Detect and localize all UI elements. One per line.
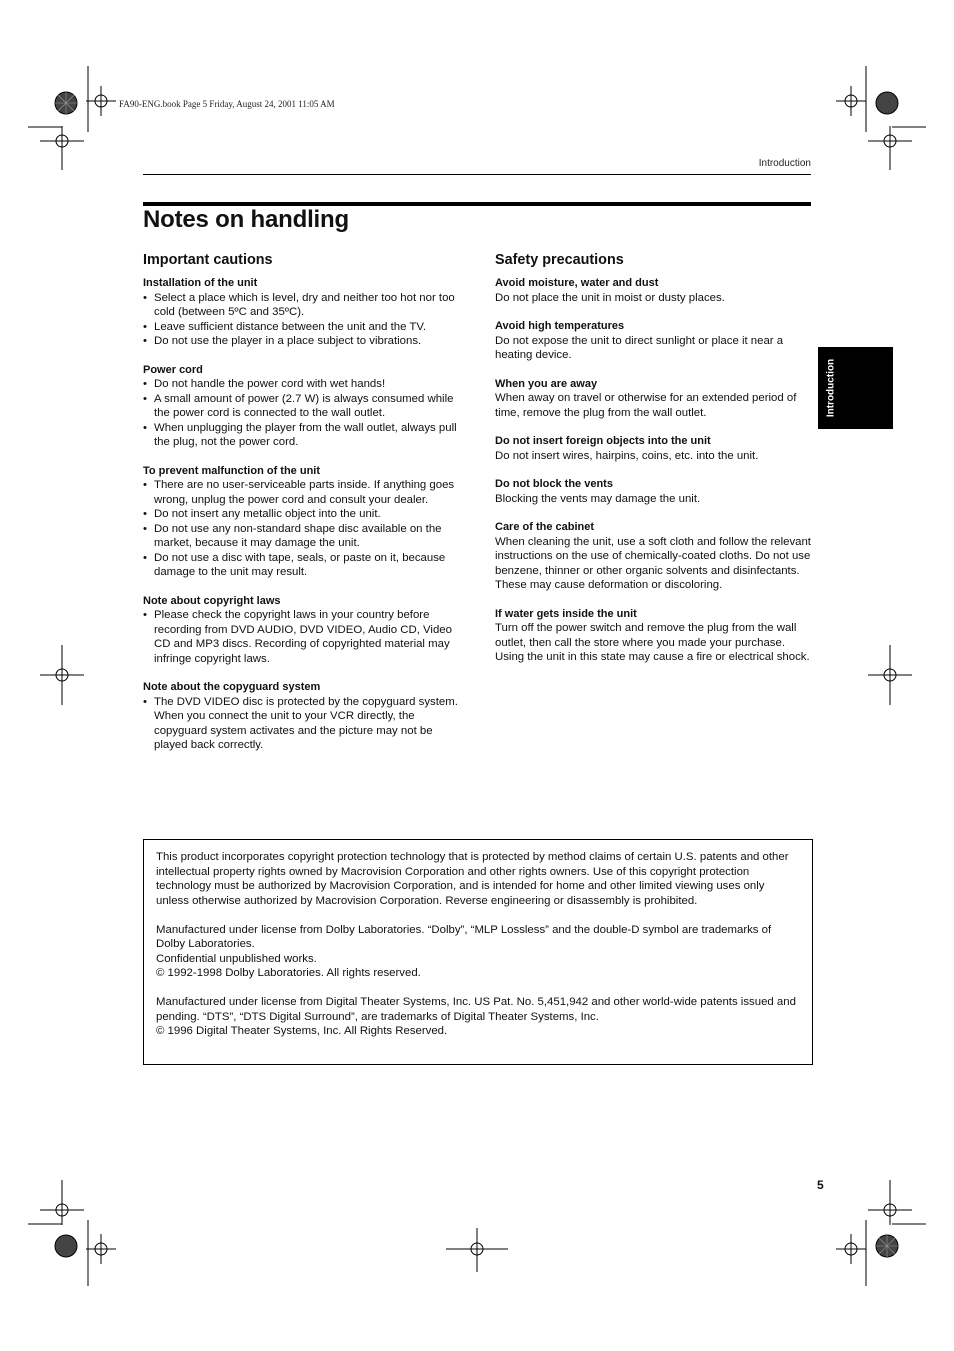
important-cautions-column: [143, 250, 459, 767]
side-tab-label: Introduction: [825, 358, 837, 418]
list-item: • Do not use a disc with tape, seals, or paste on it, because damage to the unit may result.: [143, 551, 459, 580]
dolby-copyright: © 1992-1998 Dolby Laboratories. All rights reserved.: [156, 967, 421, 979]
group-title: Note about the copyguard system: [143, 681, 321, 693]
safety-precautions-column: [495, 250, 811, 679]
group-text: Do not place the unit in moist or dusty places.: [495, 291, 725, 304]
macrovision-notice: This product incorporates copyright protection technology that is protected by method claims of certain U.S. patents and other intellectual property rights owned by Macrovision Corporation and other rights owners. Use of this copyright protection technology must be authorized by Macrovision Corporation, and is intended for home and other limited viewing uses only unless otherwise authorized by Macrovision Corporation. Reverse engineering or disassembly is prohibited.: [156, 851, 789, 907]
group-title: Installation of the unit: [143, 277, 258, 289]
page-title: Notes on handling: [143, 206, 349, 233]
list-item: • There are no user-serviceable parts inside. If anything goes wrong, unplug the power cord and consult your dealer.: [143, 478, 459, 507]
list-item: • Leave sufficient distance between the unit and the TV.: [143, 320, 459, 335]
list-item: • A small amount of power (2.7 W) is always consumed while the power cord is connected to the wall outlet.: [143, 392, 459, 421]
side-tab-introduction: [818, 347, 893, 429]
group-text: Turn off the power switch and remove the plug from the wall outlet, then call the store where you made your purchase. Using the unit in this state may cause a fire or electrical shock.: [495, 622, 810, 663]
column-heading: Safety precautions: [495, 252, 624, 268]
dts-notice: Manufactured under license from Digital Theater Systems, Inc. US Pat. No. 5,451,942 and other world-wide patents issued and pending. “DTS”, “DTS Digital Surround”, are trademarks of Digital Theater Systems, Inc.: [156, 996, 796, 1023]
group-text: Do not insert wires, hairpins, coins, etc. into the unit.: [495, 449, 759, 462]
list-item: • Do not handle the power cord with wet hands!: [143, 377, 459, 392]
group-title: Do not block the vents: [495, 478, 613, 490]
group-text: Blocking the vents may damage the unit.: [495, 492, 701, 505]
group-text: Do not expose the unit to direct sunlight or place it near a heating device.: [495, 334, 784, 361]
bullet-list: [143, 377, 459, 450]
bullet-list: [143, 608, 459, 666]
list-item: • The DVD VIDEO disc is protected by the copyguard system. When you connect the unit to your VCR directly, the copyguard system activates and the picture may not be played back correctly.: [143, 695, 459, 753]
bullet-list: [143, 478, 459, 580]
dolby-confidential: Confidential unpublished works.: [156, 952, 317, 965]
legal-notice-box: [143, 839, 813, 1065]
group-title: If water gets inside the unit: [495, 607, 637, 620]
bullet-list: [143, 695, 459, 753]
list-item: • Do not insert any metallic object into the unit.: [143, 507, 459, 522]
list-item: • Please check the copyright laws in your country before recording from DVD AUDIO, DVD VIDEO, Audio CD, Video CD and MP3 discs. Recording of copyrighted material may infringe copyright laws.: [143, 608, 459, 666]
list-item: • Select a place which is level, dry and neither too hot nor too cold (between 5ºC and 35ºC).: [143, 291, 459, 320]
group-title: Avoid high temperatures: [495, 320, 625, 332]
list-item: • Do not use any non-standard shape disc available on the market, because it may damage the unit.: [143, 522, 459, 551]
dts-copyright: © 1996 Digital Theater Systems, Inc. All Rights Reserved.: [156, 1025, 448, 1037]
bullet-list: [143, 291, 459, 349]
list-item: • Do not use the player in a place subject to vibrations.: [143, 334, 459, 349]
page-number: 5: [817, 1178, 824, 1192]
group-title: When you are away: [495, 377, 598, 390]
group-text: When away on travel or otherwise for an extended period of time, remove the plug from the wall outlet.: [495, 392, 797, 419]
group-title: Power cord: [143, 363, 203, 376]
header-rule: [143, 174, 811, 175]
column-heading: Important cautions: [143, 252, 273, 268]
group-title: Do not insert foreign objects into the unit: [495, 435, 711, 447]
print-info-line: FA90-ENG.book Page 5 Friday, August 24, 2001 11:05 AM: [119, 99, 335, 109]
group-title: To prevent malfunction of the unit: [143, 464, 321, 477]
group-text: When cleaning the unit, use a soft cloth and follow the relevant instructions on the use of chemically-coated cloths. Do not use benzene, thinner or other organic solvents and disinfectants. These may cause deformation or discoloring.: [495, 535, 811, 591]
section-label: Introduction: [758, 158, 811, 169]
group-title: Avoid moisture, water and dust: [495, 277, 659, 289]
dolby-notice: Manufactured under license from Dolby Laboratories. “Dolby”, “MLP Lossless” and the double-D symbol are trademarks of Dolby Laboratories.: [156, 923, 772, 950]
group-title: Care of the cabinet: [495, 521, 595, 533]
list-item: • When unplugging the player from the wall outlet, always pull the plug, not the power cord.: [143, 421, 459, 450]
group-title: Note about copyright laws: [143, 594, 281, 607]
